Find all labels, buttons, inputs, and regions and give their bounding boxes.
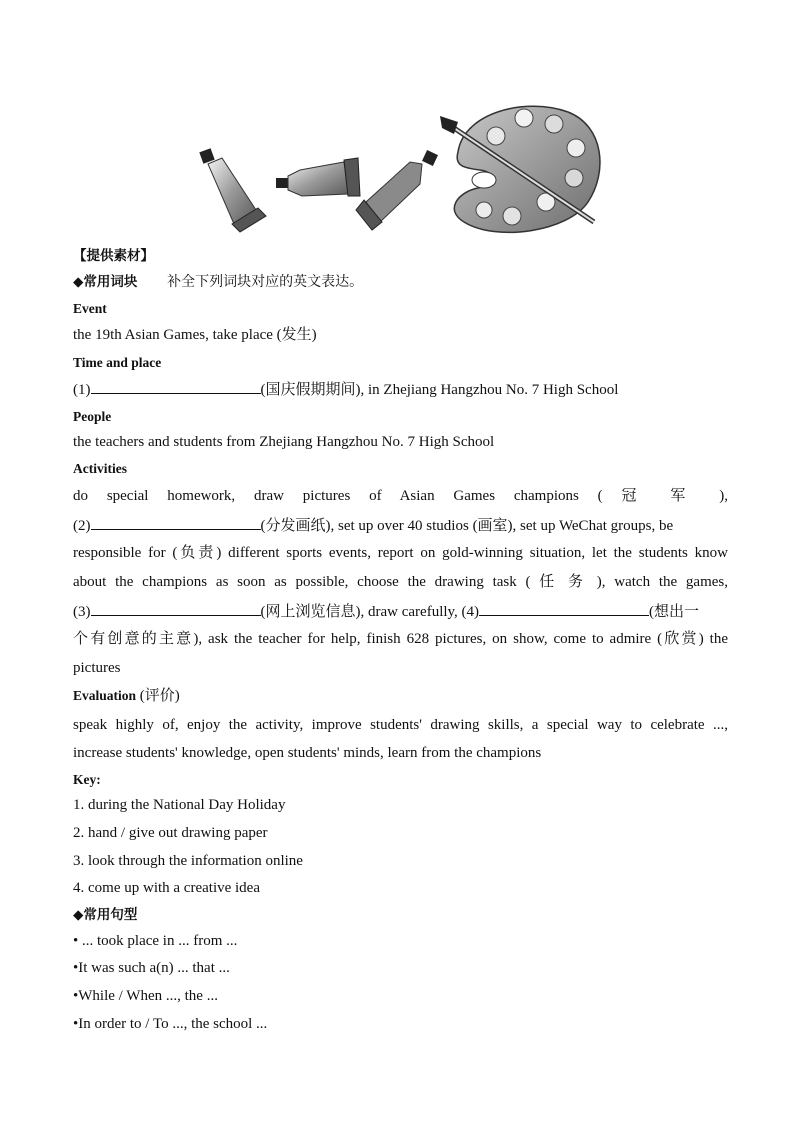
evaluation-label-cn: (评价)	[136, 688, 180, 704]
time-place-text: (国庆假期期间), in Zhejiang Hangzhou No. 7 High School	[260, 382, 619, 398]
sentence-item: • ... took place in ... from ...	[73, 933, 238, 949]
key-item: 1. during the National Day Holiday	[73, 797, 286, 813]
sentences-label: ◆常用句型	[73, 907, 138, 922]
people-text: the teachers and students from Zhejiang Hangzhou No. 7 High School	[73, 434, 495, 450]
activities-line-7: pictures	[73, 660, 121, 676]
sentence-item: •It was such a(n) ... that ...	[73, 960, 230, 976]
activities-line-5-end: (想出一	[649, 604, 700, 620]
key-item: 4. come up with a creative idea	[73, 880, 261, 896]
blank-number-3: (3)	[73, 604, 91, 620]
answer-blank-1[interactable]	[91, 379, 261, 394]
time-place-label: Time and place	[73, 355, 162, 370]
activities-line-3: responsible for (负责) different sports events, report on gold-winning situation, let the students know	[73, 545, 728, 561]
activities-line-5	[73, 601, 728, 622]
evaluation-line-2: increase students' knowledge, open students' minds, learn from the champions	[73, 745, 542, 761]
sentence-item: •While / When ..., the ...	[73, 988, 218, 1004]
event-label: Event	[73, 301, 107, 316]
activities-label: Activities	[73, 461, 127, 476]
activities-line-2-text: (分发画纸), set up over 40 studios (画室), set up WeChat groups, be	[260, 518, 674, 534]
time-place-row	[73, 379, 728, 400]
common-phrases-label: ◆常用词块	[73, 274, 138, 289]
common-phrases-row	[73, 272, 728, 292]
answer-blank-2[interactable]	[91, 515, 261, 530]
key-label: Key:	[73, 772, 101, 787]
activities-line-1: do special homework, draw pictures of Asian Games champions ( 冠 军 ),	[73, 488, 728, 504]
paint-palette-illustration	[196, 92, 608, 242]
common-phrases-instruction: 补全下列词块对应的英文表达。	[167, 274, 364, 290]
evaluation-line-1: speak highly of, enjoy the activity, improve students' drawing skills, a special way to celebrate ...,	[73, 717, 728, 733]
paint-tube-icon	[276, 158, 360, 196]
material-header: 【提供素材】	[73, 248, 154, 263]
activities-line-2	[73, 515, 728, 536]
answer-blank-4[interactable]	[479, 601, 649, 616]
answer-blank-3[interactable]	[91, 601, 261, 616]
paint-tube-icon	[356, 150, 438, 230]
evaluation-row	[73, 686, 728, 706]
activities-line-5-text: (网上浏览信息), draw carefully, (4)	[260, 604, 480, 620]
key-item: 2. hand / give out drawing paper	[73, 825, 268, 841]
evaluation-label: Evaluation	[73, 688, 137, 703]
paint-tube-icon	[199, 148, 266, 232]
sentence-item: •In order to / To ..., the school ...	[73, 1016, 268, 1032]
people-label: People	[73, 409, 112, 424]
event-text: the 19th Asian Games, take place (发生)	[73, 327, 317, 343]
blank-number-1: (1)	[73, 382, 91, 398]
activities-line-6: 个有创意的主意), ask the teacher for help, finish 628 pictures, on show, come to admire (欣赏) the	[73, 631, 728, 647]
key-item: 3. look through the information online	[73, 853, 303, 869]
blank-number-2: (2)	[73, 518, 91, 534]
activities-line-4: about the champions as soon as possible, choose the drawing task ( 任 务 ), watch the games,	[73, 574, 728, 590]
